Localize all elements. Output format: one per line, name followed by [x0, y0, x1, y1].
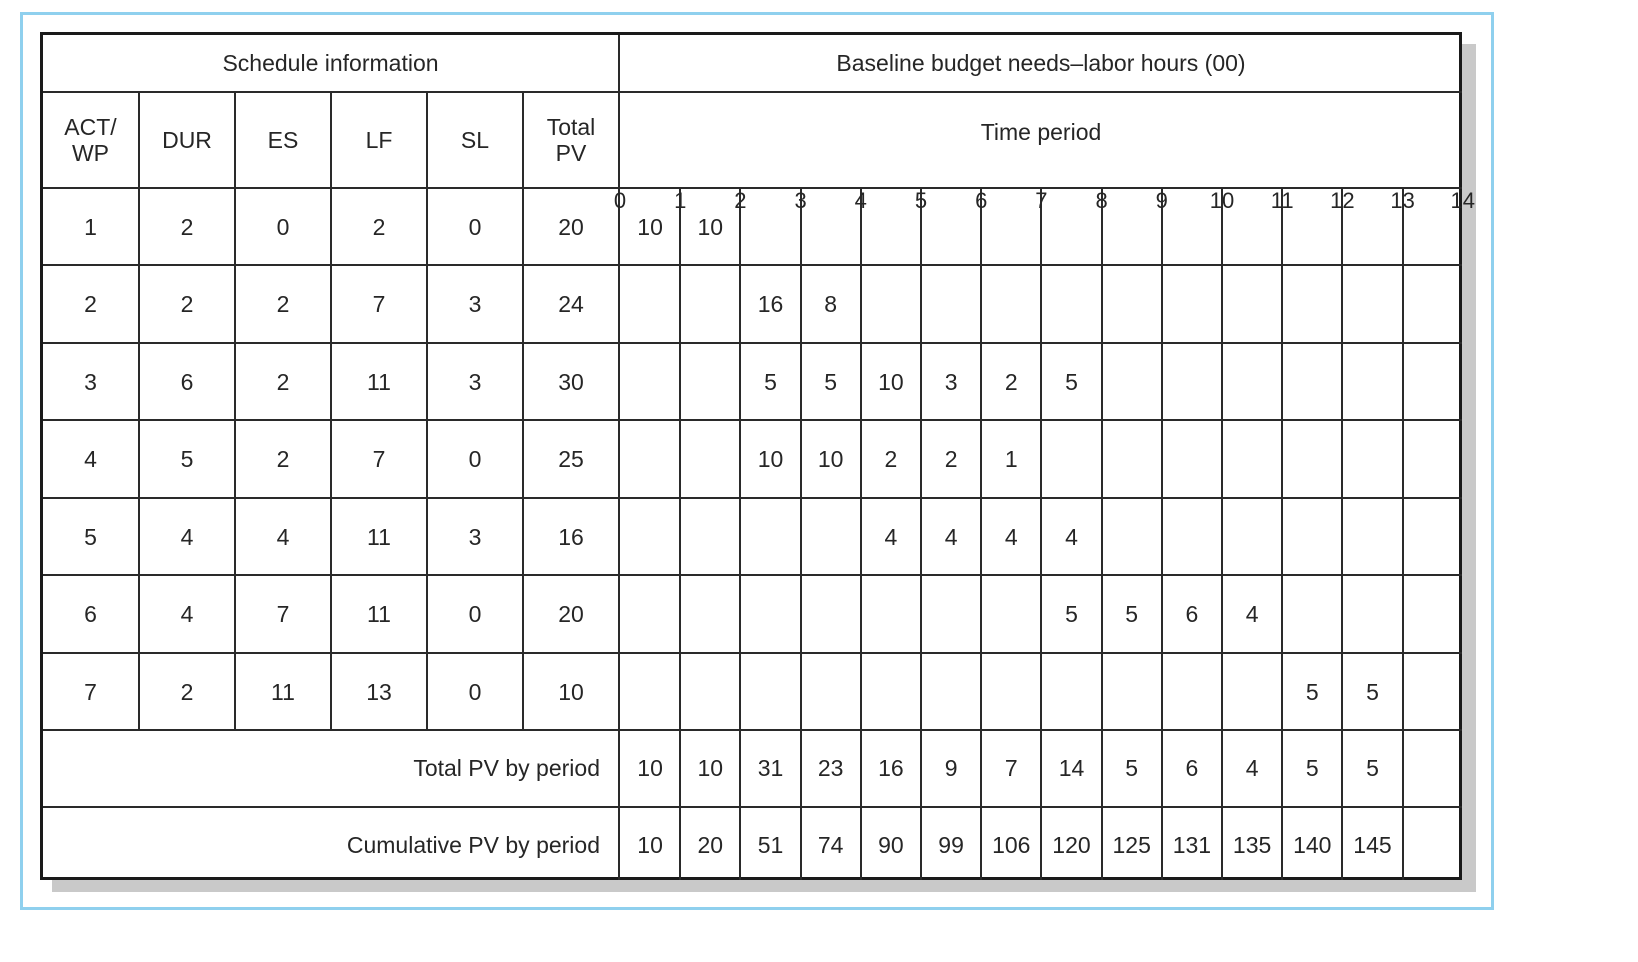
period-value-cell	[620, 266, 680, 343]
period-value-cell	[1041, 266, 1101, 343]
period-value-cell: 5	[1305, 679, 1319, 705]
period-value-cell	[680, 654, 740, 731]
dur-cell: 5	[180, 446, 194, 472]
period-value-cell: 2	[884, 446, 898, 472]
total-pv-cell: 5	[1125, 755, 1139, 781]
cumulative-pv-cell: 10	[637, 832, 663, 858]
cumulative-pv-cell: 135	[1232, 832, 1272, 858]
total-pv-cell: 5	[1366, 755, 1379, 781]
sl-cell: 3	[468, 369, 482, 395]
total-pv-cell: 14	[1058, 755, 1085, 781]
time-tick-label: 11	[1270, 188, 1294, 213]
time-tick-label: 6	[975, 188, 988, 213]
period-value-cell	[1403, 654, 1463, 731]
period-value-cell	[801, 499, 861, 576]
period-value-cell	[1342, 189, 1402, 266]
period-value-cell	[861, 654, 921, 731]
lf-cell: 13	[366, 679, 392, 705]
period-value-cell	[1162, 499, 1222, 576]
period-value-cell	[1041, 189, 1101, 266]
act-cell: 6	[84, 601, 97, 627]
total-pv-cell: 23	[817, 755, 844, 781]
cumulative-pv-cell: 131	[1172, 832, 1212, 858]
lf-header: LF	[365, 126, 393, 153]
dur-cell: 4	[180, 601, 194, 627]
period-value-cell	[1342, 499, 1402, 576]
period-value-cell: 10	[817, 446, 844, 472]
period-value-cell	[921, 266, 981, 343]
period-value-cell: 10	[878, 369, 904, 395]
period-value-cell	[740, 499, 800, 576]
time-tick-label: 9	[1155, 188, 1168, 213]
period-value-cell	[620, 654, 680, 731]
pv-cell: 20	[558, 214, 584, 240]
act-cell: 5	[84, 524, 97, 550]
period-value-cell	[1342, 421, 1402, 498]
cumulative-pv-cell: 51	[757, 832, 784, 858]
total-pv-cell: 31	[757, 755, 784, 781]
sl-cell: 0	[468, 214, 482, 240]
total-pv-cell: 9	[944, 755, 958, 781]
period-value-cell	[1282, 421, 1342, 498]
es-cell: 0	[276, 214, 290, 240]
pv-header-line2: PV	[555, 140, 587, 166]
time-tick-label: 13	[1390, 188, 1415, 213]
period-value-cell	[981, 576, 1041, 653]
period-value-cell	[1162, 189, 1222, 266]
period-value-cell	[921, 189, 981, 266]
period-value-cell	[1342, 266, 1402, 343]
act-header-line2: WP	[71, 140, 110, 166]
dur-cell: 2	[180, 214, 194, 240]
period-value-cell	[1162, 654, 1222, 731]
lf-cell: 2	[372, 214, 386, 240]
lf-cell: 11	[367, 369, 391, 395]
period-value-cell	[1102, 421, 1162, 498]
cumulative-pv-cell: 140	[1293, 832, 1332, 858]
es-header: ES	[267, 126, 299, 153]
pv-cell: 25	[558, 446, 584, 472]
period-value-cell: 1	[1004, 446, 1018, 472]
time-tick-label: 5	[914, 188, 928, 213]
period-value-cell: 3	[944, 369, 958, 395]
period-value-cell: 2	[1004, 369, 1018, 395]
period-value-cell	[1282, 344, 1342, 421]
period-value-cell	[1222, 654, 1282, 731]
period-value-cell: 6	[1185, 601, 1199, 627]
time-tick-label: 3	[794, 188, 807, 213]
es-cell: 2	[276, 291, 290, 317]
time-tick-label: 8	[1095, 188, 1108, 213]
period-value-cell	[1282, 266, 1342, 343]
act-cell: 7	[84, 679, 97, 705]
period-value-cell	[1041, 421, 1101, 498]
time-tick-label: 4	[854, 188, 867, 213]
act-cell: 3	[84, 369, 97, 395]
es-cell: 4	[276, 524, 290, 550]
sl-cell: 3	[468, 291, 482, 317]
period-value-cell	[1162, 266, 1222, 343]
period-value-cell	[801, 654, 861, 731]
dur-cell: 6	[180, 369, 194, 395]
period-value-cell: 5	[1065, 369, 1078, 395]
period-value-cell	[1222, 189, 1282, 266]
period-value-cell	[620, 344, 680, 421]
period-value-cell	[740, 576, 800, 653]
period-value-cell	[1282, 189, 1342, 266]
period-value-cell	[921, 576, 981, 653]
period-value-cell: 4	[944, 524, 958, 550]
period-value-cell	[1403, 344, 1463, 421]
dur-header: DUR	[162, 126, 212, 153]
total-pv-cell: 6	[1185, 755, 1199, 781]
lf-cell: 7	[372, 446, 386, 472]
period-value-cell	[620, 576, 680, 653]
es-cell: 2	[276, 446, 290, 472]
header-divider	[43, 91, 1462, 93]
period-value-cell	[981, 654, 1041, 731]
dur-cell: 2	[180, 679, 194, 705]
total-pv-cell: 10	[697, 755, 724, 781]
period-value-cell	[680, 344, 740, 421]
period-value-cell	[1403, 421, 1463, 498]
cumulative-pv-cell: 106	[992, 832, 1031, 858]
period-value-cell: 5	[764, 369, 777, 395]
baseline-budget-header: Baseline budget needs–labor hours (00)	[836, 49, 1246, 76]
cumulative-pv-cell: 20	[697, 832, 724, 858]
period-value-cell	[801, 576, 861, 653]
period-value-cell: 10	[637, 214, 663, 240]
period-value-cell	[1162, 344, 1222, 421]
total-pv-cell: 5	[1305, 755, 1319, 781]
cumulative-pv-cell: 74	[817, 832, 844, 858]
pv-header-line1: Total	[546, 113, 596, 140]
time-tick-label: 2	[734, 188, 747, 213]
act-cell: 1	[84, 214, 97, 240]
period-value-cell	[1102, 344, 1162, 421]
lf-cell: 11	[367, 524, 391, 550]
time-tick-label: 14	[1450, 188, 1476, 213]
time-tick-label: 0	[613, 188, 627, 213]
period-value-cell: 10	[697, 214, 724, 240]
es-cell: 7	[276, 601, 290, 627]
dur-cell: 4	[180, 524, 194, 550]
es-cell: 2	[276, 369, 290, 395]
cumulative-pv-cell: 145	[1353, 832, 1392, 858]
period-value-cell	[801, 189, 861, 266]
period-value-cell	[1102, 499, 1162, 576]
period-value-cell	[1403, 499, 1463, 576]
total-pv-cell	[1403, 731, 1463, 806]
pv-cell: 16	[558, 524, 584, 550]
period-value-cell: 5	[1366, 679, 1379, 705]
period-value-cell	[1342, 344, 1402, 421]
period-value-cell	[1403, 189, 1463, 266]
sl-cell: 0	[468, 601, 482, 627]
period-value-cell	[680, 499, 740, 576]
pv-cell: 24	[558, 291, 584, 317]
period-value-cell	[1102, 266, 1162, 343]
period-value-cell: 2	[944, 446, 958, 472]
total-pv-cell: 4	[1245, 755, 1259, 781]
period-value-cell	[921, 654, 981, 731]
period-value-cell	[1222, 266, 1282, 343]
schedule-information-header: Schedule information	[222, 49, 439, 76]
period-value-cell	[981, 266, 1041, 343]
period-value-cell	[1222, 499, 1282, 576]
period-value-cell	[740, 654, 800, 731]
period-value-cell	[861, 576, 921, 653]
total-pv-header	[524, 93, 618, 187]
cumulative-pv-cell: 125	[1112, 832, 1151, 858]
time-tick-label: 7	[1035, 188, 1048, 213]
period-value-cell: 8	[824, 291, 838, 317]
total-pv-cell: 10	[637, 755, 663, 781]
lf-cell: 7	[372, 291, 386, 317]
total-pv-cell: 7	[1004, 755, 1018, 781]
period-value-cell	[1222, 421, 1282, 498]
sl-cell: 0	[468, 446, 482, 472]
period-value-cell: 4	[884, 524, 898, 550]
cumulative-pv-cell: 99	[938, 832, 964, 858]
period-value-cell	[1041, 654, 1101, 731]
cumulative-pv-label: Cumulative PV by period	[346, 832, 600, 858]
period-value-cell	[1282, 499, 1342, 576]
act-cell: 4	[84, 446, 97, 472]
dur-cell: 2	[180, 291, 194, 317]
time-tick-label: 12	[1330, 188, 1355, 213]
es-cell: 11	[271, 679, 295, 705]
period-value-cell	[1403, 576, 1463, 653]
period-value-cell	[1403, 266, 1463, 343]
period-value-cell: 16	[757, 291, 784, 317]
period-value-cell	[1222, 344, 1282, 421]
period-value-cell: 4	[1065, 524, 1078, 550]
period-value-cell: 5	[1065, 601, 1078, 627]
period-value-cell	[861, 189, 921, 266]
period-value-cell	[981, 189, 1041, 266]
time-tick-label: 1	[674, 188, 687, 213]
cumulative-pv-cell: 120	[1052, 832, 1091, 858]
sl-cell: 3	[468, 524, 482, 550]
period-value-cell: 4	[1004, 524, 1018, 550]
period-value-cell	[620, 421, 680, 498]
period-value-cell: 10	[757, 446, 784, 472]
sl-header: SL	[460, 126, 490, 153]
budget-table	[40, 32, 1476, 880]
period-value-cell: 5	[824, 369, 838, 395]
time-tick-label: 10	[1209, 188, 1235, 213]
sl-cell: 0	[468, 679, 482, 705]
act-header-line1: ACT/	[64, 113, 117, 140]
period-value-cell	[1162, 421, 1222, 498]
period-value-cell	[680, 421, 740, 498]
total-pv-cell: 16	[878, 755, 904, 781]
period-value-cell	[1102, 654, 1162, 731]
period-value-cell	[680, 266, 740, 343]
cumulative-pv-cell: 90	[878, 832, 904, 858]
period-value-cell	[1282, 576, 1342, 653]
period-value-cell	[861, 266, 921, 343]
time-period-header: Time period	[980, 118, 1102, 145]
period-value-cell	[1102, 189, 1162, 266]
cumulative-pv-cell	[1403, 808, 1463, 883]
period-value-cell: 5	[1125, 601, 1139, 627]
period-value-cell	[1342, 576, 1402, 653]
pv-cell: 10	[558, 679, 584, 705]
lf-cell: 11	[367, 601, 391, 627]
act-wp-header	[43, 93, 138, 187]
period-value-cell	[680, 576, 740, 653]
period-value-cell	[620, 499, 680, 576]
act-cell: 2	[84, 291, 97, 317]
total-pv-label: Total PV by period	[413, 755, 600, 781]
period-value-cell: 4	[1245, 601, 1259, 627]
period-value-cell	[740, 189, 800, 266]
pv-cell: 30	[558, 369, 584, 395]
pv-cell: 20	[558, 601, 584, 627]
